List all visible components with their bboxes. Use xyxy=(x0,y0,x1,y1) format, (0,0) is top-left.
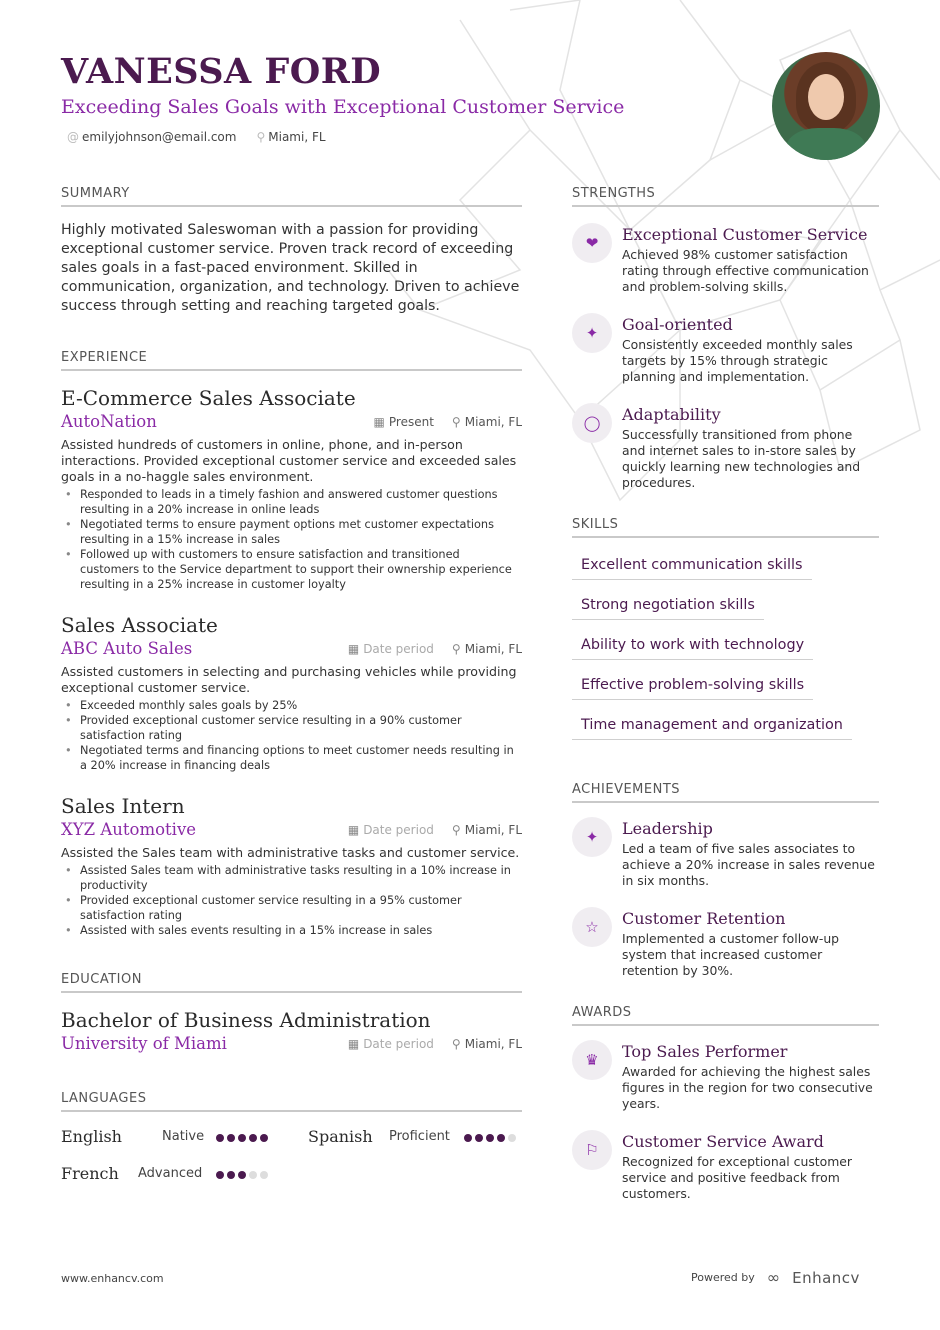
location-text: Miami, FL xyxy=(268,130,326,144)
language-name: French xyxy=(61,1164,119,1183)
location-contact xyxy=(256,130,325,144)
experience-section-title: EXPERIENCE xyxy=(61,350,522,371)
left-column xyxy=(61,186,522,1192)
job-location: ⚲ Miami, FL xyxy=(451,641,522,656)
languages-row xyxy=(61,1155,522,1192)
calendar-icon: ▦ xyxy=(347,641,360,656)
language-dots xyxy=(216,1127,308,1146)
strength-item: ❤ Exceptional Customer Service Achieved 98% customer satisfaction rating through effective communication and problem-solving skills. xyxy=(572,225,879,295)
wand-icon: ✦ xyxy=(572,817,612,857)
language-level: Native xyxy=(162,1129,205,1144)
education-entry xyxy=(61,1007,522,1053)
email-text: emilyjohnson@email.com xyxy=(82,130,237,144)
candidate-tagline: Exceeding Sales Goals with Exceptional Customer Service xyxy=(61,96,625,118)
summary-text: Highly motivated Saleswoman with a passion for providing exceptional customer service. Proven track record of exceeding sales goals in a fast-paced environment. Skilled in communication, organization, and technology. Driven to achieve success through setting and reaching targeted goals. xyxy=(61,222,520,314)
achievements-section-title: ACHIEVEMENTS xyxy=(572,782,879,803)
list-item: • Assisted with sales events resulting in a 15% increase in sales xyxy=(61,923,522,938)
award-item: ♛ Top Sales Performer Awarded for achieving the highest sales figures in the region for two consecutive years. xyxy=(572,1042,879,1112)
education-section-title: EDUCATION xyxy=(61,972,522,993)
candidate-name: VANESSA FORD xyxy=(61,51,382,92)
powered-by-text: Powered by xyxy=(691,1271,755,1284)
skills-list xyxy=(572,554,879,754)
footer-branding xyxy=(691,1268,860,1287)
job-title: Sales Associate xyxy=(61,613,218,637)
contact-info xyxy=(61,130,751,144)
location-pin-icon: ⚲ xyxy=(451,822,461,837)
languages-row xyxy=(61,1118,522,1155)
summary-section-title: SUMMARY xyxy=(61,186,522,207)
awards-section-title: AWARDS xyxy=(572,1005,879,1026)
calendar-icon: ▦ xyxy=(347,822,360,837)
location-pin-icon: ⚲ xyxy=(256,130,266,144)
enhancv-logo-icon: ∞ xyxy=(766,1268,781,1287)
strength-item: ◯ Adaptability Successfully transitioned from phone and internet sales to in-store sales by quickly learning new technologies and procedures. xyxy=(572,405,879,491)
strength-item: ✦ Goal-oriented Consistently exceeded monthly sales targets by 15% through strategic planning and implementation. xyxy=(572,315,879,385)
calendar-icon: ▦ xyxy=(347,1036,360,1051)
list-item: • Negotiated terms and financing options to meet customer needs resulting in a 20% increase in financing deals xyxy=(61,743,522,773)
skill-tag: Ability to work with technology xyxy=(572,637,813,660)
language-dots xyxy=(216,1164,271,1183)
list-item: • Assisted Sales team with administrative tasks resulting in a 10% increase in productivity xyxy=(61,863,522,893)
location-pin-icon: ⚲ xyxy=(451,414,461,429)
education-date: ▦ Date period xyxy=(347,1036,434,1051)
list-item: • Exceeded monthly sales goals by 25% xyxy=(61,698,522,713)
job-description: Assisted hundreds of customers in online, phone, and in-person interactions. Provided exceptional customer service and exceeded sales goals in a no-haggle sales environment. xyxy=(61,437,517,484)
at-icon: @ xyxy=(67,130,79,144)
handshake-icon: ❤ xyxy=(572,223,612,263)
job-date: ▦ Present xyxy=(373,414,434,429)
list-item: • Followed up with customers to ensure satisfaction and transitioned customers to the Service department to support their ownership experience resulting in a 25% increase in customer loyalty xyxy=(61,547,522,592)
language-name: English xyxy=(61,1127,122,1146)
skill-tag: Strong negotiation skills xyxy=(572,597,764,620)
job-date: ▦ Date period xyxy=(347,822,434,837)
languages-section-title: LANGUAGES xyxy=(61,1091,522,1112)
award-item: ⚐ Customer Service Award Recognized for exceptional customer service and positive feedback from customers. xyxy=(572,1132,879,1202)
resume-header xyxy=(61,52,751,144)
job-description: Assisted customers in selecting and purchasing vehicles while providing exceptional customer service. xyxy=(61,664,517,695)
strengths-section-title: STRENGTHS xyxy=(572,186,879,207)
skill-tag: Time management and organization xyxy=(572,717,852,740)
flag-icon: ⚐ xyxy=(572,1130,612,1170)
right-column xyxy=(572,186,879,1222)
degree-title: Bachelor of Business Administration xyxy=(61,1008,431,1032)
language-dots xyxy=(464,1127,519,1146)
language-level: Advanced xyxy=(138,1166,203,1181)
lightbulb-icon: ◯ xyxy=(572,403,612,443)
company-name: AutoNation xyxy=(61,412,157,431)
job-title: E-Commerce Sales Associate xyxy=(61,386,356,410)
language-name: Spanish xyxy=(308,1127,373,1146)
location-pin-icon: ⚲ xyxy=(451,1036,461,1051)
list-item: • Responded to leads in a timely fashion and answered customer questions resulting in a 20% increase in online leads xyxy=(61,487,522,517)
list-item: • Provided exceptional customer service resulting in a 95% customer satisfaction rating xyxy=(61,893,522,923)
email-contact[interactable] xyxy=(67,130,236,144)
job-date: ▦ Date period xyxy=(347,641,434,656)
job-entry xyxy=(61,385,522,592)
trophy-icon: ♛ xyxy=(572,1040,612,1080)
skills-section-title: SKILLS xyxy=(572,517,879,538)
achievement-item: ☆ Customer Retention Implemented a customer follow-up system that increased customer retention by 30%. xyxy=(572,909,879,979)
location-pin-icon: ⚲ xyxy=(451,641,461,656)
school-name: University of Miami xyxy=(61,1034,227,1053)
job-bullets xyxy=(61,698,522,773)
job-description: Assisted the Sales team with administrative tasks and customer service. xyxy=(61,845,520,860)
list-item: • Provided exceptional customer service resulting in a 90% customer satisfaction rating xyxy=(61,713,522,743)
footer-website[interactable]: www.enhancv.com xyxy=(61,1272,164,1285)
star-icon: ☆ xyxy=(572,907,612,947)
job-entry xyxy=(61,793,522,938)
language-level: Proficient xyxy=(389,1129,450,1144)
wand-icon: ✦ xyxy=(572,313,612,353)
company-name: XYZ Automotive xyxy=(61,820,197,839)
education-location: ⚲ Miami, FL xyxy=(451,1036,522,1051)
achievement-item: ✦ Leadership Led a team of five sales associates to achieve a 20% increase in sales revenue in six months. xyxy=(572,819,879,889)
profile-photo xyxy=(772,52,880,160)
company-name: ABC Auto Sales xyxy=(61,639,193,658)
skill-tag: Excellent communication skills xyxy=(572,557,812,580)
calendar-icon: ▦ xyxy=(373,414,385,429)
job-title: Sales Intern xyxy=(61,794,185,818)
list-item: • Negotiated terms to ensure payment options met customer expectations resulting in a 15% increase in sales xyxy=(61,517,522,547)
job-bullets xyxy=(61,487,522,592)
job-bullets xyxy=(61,863,522,938)
skill-tag: Effective problem-solving skills xyxy=(572,677,813,700)
enhancv-brand[interactable]: Enhancv xyxy=(792,1268,860,1287)
job-location: ⚲ Miami, FL xyxy=(451,822,522,837)
job-location: ⚲ Miami, FL xyxy=(451,414,522,429)
job-entry xyxy=(61,612,522,773)
